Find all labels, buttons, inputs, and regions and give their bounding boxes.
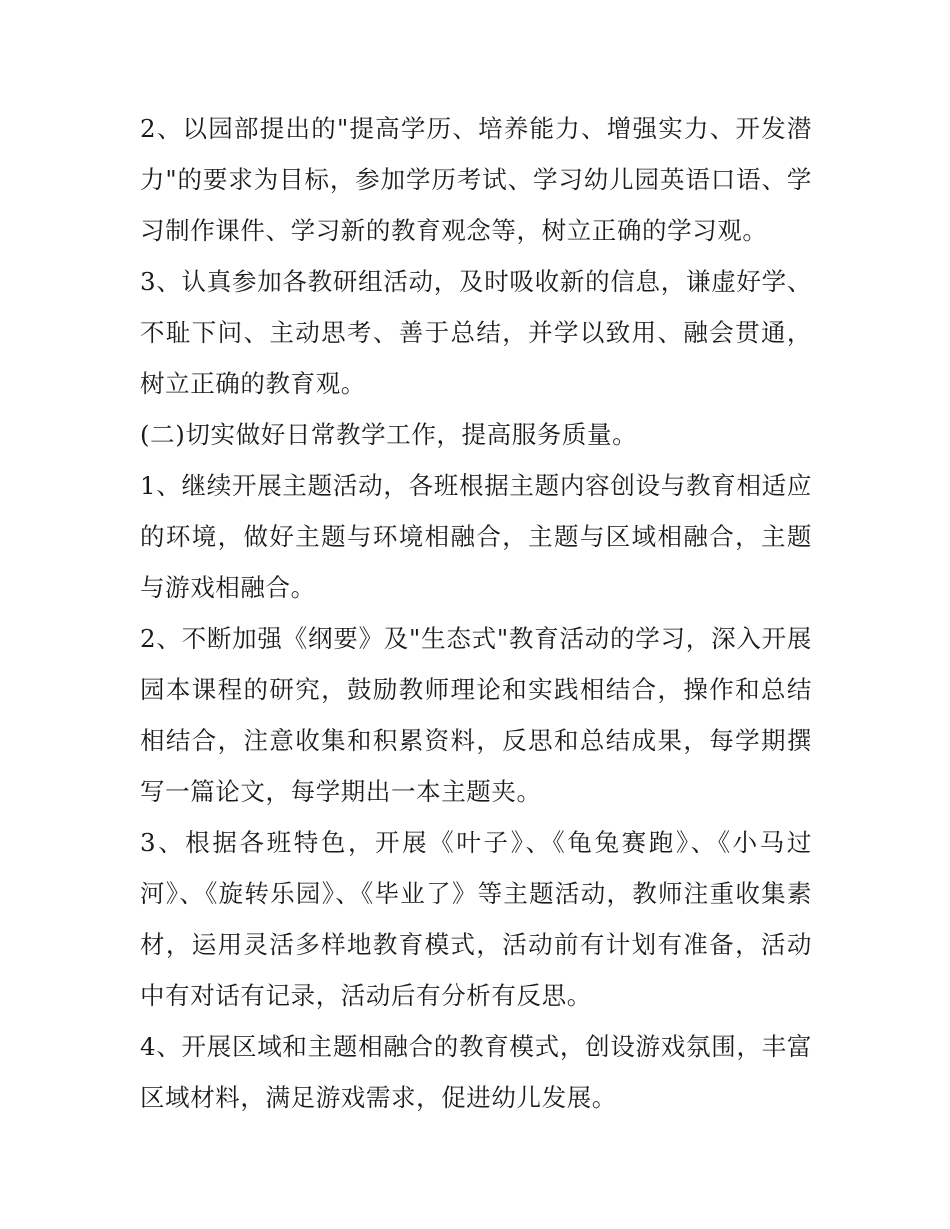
section-heading-daily-teaching: (二)切实做好日常教学工作，提高服务质量。 <box>140 420 638 449</box>
paragraph-teaching-research: 3、认真参加各教研组活动，及时吸收新的信息，谦虚好学、不耻下问、主动思考、善于总结，并学以致用、融会贯通，树立正确的教育观。 <box>140 267 812 398</box>
document-body <box>140 103 812 1123</box>
paragraph-study-goal: 2、以园部提出的"提高学历、培养能力、增强实力、开发潜力"的要求为目标，参加学历考试、学习幼儿园英语口语、学习制作课件、学习新的教育观念等，树立正确的学习观。 <box>140 114 812 245</box>
paragraph-curriculum-research: 2、不断加强《纲要》及"生态式"教育活动的学习，深入开展园本课程的研究，鼓励教师理论和实践相结合，操作和总结相结合，注意收集和积累资料，反思和总结成果，每学期撰写一篇论文，每学期出一本主题夹。 <box>140 624 812 806</box>
paragraph-theme-activities: 1、继续开展主题活动，各班根据主题内容创设与教育相适应的环境，做好主题与环境相融合，主题与区域相融合，主题与游戏相融合。 <box>140 471 812 602</box>
paragraph-area-integration: 4、开展区域和主题相融合的教育模式，创设游戏氛围，丰富区域材料，满足游戏需求，促进幼儿发展。 <box>140 1032 812 1112</box>
paragraph-class-themes: 3、根据各班特色，开展《叶子》、《龟兔赛跑》、《小马过河》、《旋转乐园》、《毕业了》等主题活动，教师注重收集素材，运用灵活多样地教育模式，活动前有计划有准备，活动中有对话有记录，活动后有分析有反思。 <box>140 828 812 1010</box>
